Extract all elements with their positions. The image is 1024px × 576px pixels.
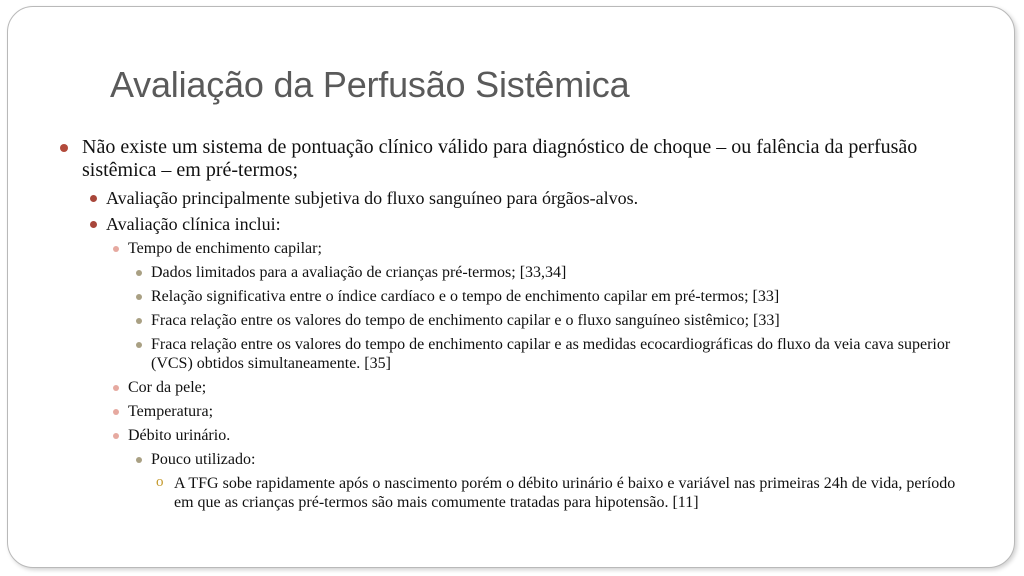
list-item-text: Não existe um sistema de pontuação clínico válido para diagnóstico de choque – ou falência da perfusão sistêmica – em pré-termos;: [82, 136, 918, 181]
list-item-text: Tempo de enchimento capilar;: [128, 240, 322, 257]
list-item-text: Fraca relação entre os valores do tempo de enchimento capilar e o fluxo sanguíneo sistêmico; [33]: [151, 312, 780, 329]
list-item: [60, 335, 970, 373]
list-item-text: Débito urinário.: [128, 427, 231, 444]
list-item: [60, 263, 970, 282]
bullet-dot-icon: [60, 144, 68, 152]
list-item-text: Relação significativa entre o índice cardíaco e o tempo de enchimento capilar em pré-termos; [33]: [151, 288, 780, 305]
bullet-dot-icon: [136, 270, 142, 276]
bullet-dot-icon: [136, 294, 142, 300]
list-item: [60, 378, 970, 398]
bullet-dot-icon: [90, 221, 97, 228]
list-item-text: A TFG sobe rapidamente após o nascimento porém o débito urinário é baixo e variável nas primeiras 24h de vida, período em que as crianças pré-termos são mais comumente tratadas para hipotensão. [11]: [174, 475, 956, 511]
bullet-dot-icon: [136, 318, 142, 324]
list-item-text: Avaliação clínica inclui:: [106, 214, 281, 234]
list-item: [60, 239, 970, 259]
bullet-circle-icon: o: [156, 474, 164, 490]
bullet-dot-icon: [90, 195, 97, 202]
list-item-text: Cor da pele;: [128, 379, 207, 396]
list-item: [60, 426, 970, 446]
slide-title: Avaliação da Perfusão Sistêmica: [110, 64, 630, 105]
bullet-dot-icon: [113, 433, 119, 439]
list-item: [60, 213, 970, 235]
bullet-dot-icon: [113, 385, 119, 391]
list-item-text: Avaliação principalmente subjetiva do fluxo sanguíneo para órgãos-alvos.: [106, 188, 639, 208]
list-item: [60, 402, 970, 422]
list-item-text: Dados limitados para a avaliação de crianças pré-termos; [33,34]: [151, 264, 567, 281]
list-item: [60, 450, 970, 469]
bullet-dot-icon: [136, 342, 142, 348]
bullet-list: [60, 136, 970, 516]
bullet-dot-icon: [113, 409, 119, 415]
list-item-text: Fraca relação entre os valores do tempo de enchimento capilar e as medidas ecocardiográficas do fluxo da veia cava superior (VCS) obtidos simultaneamente. [35]: [151, 336, 951, 372]
list-item: [60, 136, 970, 182]
bullet-dot-icon: [136, 457, 142, 463]
bullet-dot-icon: [113, 246, 119, 252]
list-item-text: Pouco utilizado:: [151, 451, 256, 468]
list-item-text: Temperatura;: [128, 403, 214, 420]
list-item: [60, 311, 970, 330]
list-item: [60, 474, 970, 512]
list-item: [60, 287, 970, 306]
list-item: [60, 187, 970, 209]
